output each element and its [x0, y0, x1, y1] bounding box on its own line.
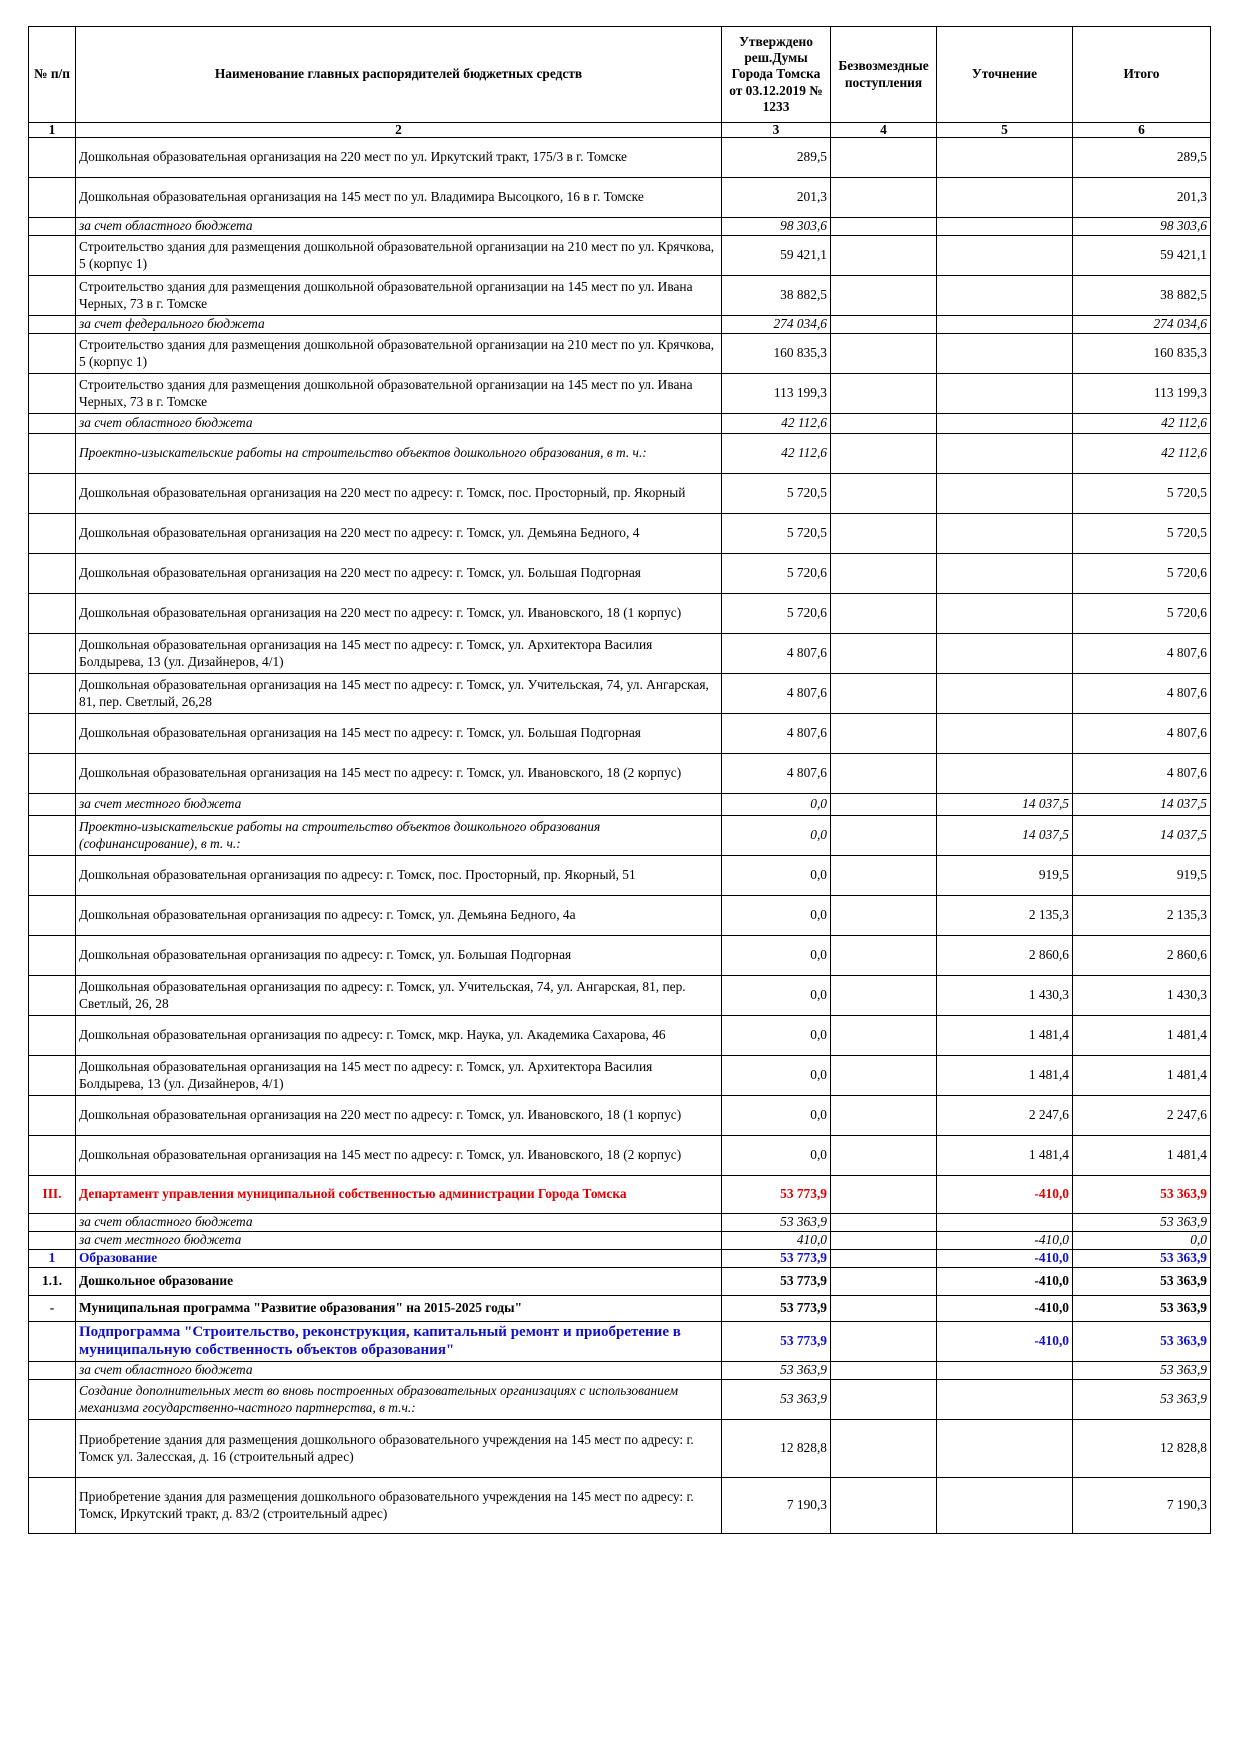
approved-value: 59 421,1: [722, 236, 831, 276]
gratuitous-value: [831, 474, 937, 514]
gratuitous-value: [831, 374, 937, 414]
table-row: [29, 594, 1211, 634]
table-row: [29, 1016, 1211, 1056]
total-value: 4 807,6: [1073, 634, 1211, 674]
clarification-value: [937, 334, 1073, 374]
row-name: Дошкольная образовательная организация на 220 мест по ул. Иркутский тракт, 175/3 в г. Томске: [76, 138, 722, 178]
approved-value: 0,0: [722, 1096, 831, 1136]
gratuitous-value: [831, 896, 937, 936]
header-col-name: Наименование главных распорядителей бюджетных средств: [76, 27, 722, 123]
table-row: [29, 794, 1211, 816]
clarification-value: [937, 434, 1073, 474]
gratuitous-value: [831, 714, 937, 754]
approved-value: 53 773,9: [722, 1268, 831, 1296]
row-name: Дошкольная образовательная организация на 145 мест по адресу: г. Томск, ул. Ивановского, 18 (2 корпус): [76, 1136, 722, 1176]
clarification-value: 2 860,6: [937, 936, 1073, 976]
approved-value: 0,0: [722, 816, 831, 856]
row-name: Приобретение здания для размещения дошкольного образовательного учреждения на 145 мест по адресу: г. Томск ул. Залесская, д. 16 (строительный адрес): [76, 1420, 722, 1478]
total-value: 1 481,4: [1073, 1016, 1211, 1056]
table-row: [29, 896, 1211, 936]
row-number: [29, 1322, 76, 1362]
clarification-value: [937, 1380, 1073, 1420]
row-name: Дошкольная образовательная организация на 145 мест по адресу: г. Томск, ул. Архитектора Василия Болдырева, 13 (ул. Дизайнеров, 4/1): [76, 634, 722, 674]
gratuitous-value: [831, 1296, 937, 1322]
row-number: [29, 434, 76, 474]
approved-value: 0,0: [722, 1016, 831, 1056]
total-value: 53 363,9: [1073, 1268, 1211, 1296]
table-row: [29, 754, 1211, 794]
clarification-value: -410,0: [937, 1232, 1073, 1250]
total-value: 2 860,6: [1073, 936, 1211, 976]
header-col-number: № п/п: [29, 27, 76, 123]
row-name: Строительство здания для размещения дошкольной образовательной организации на 145 мест по ул. Ивана Черных, 73 в г. Томске: [76, 374, 722, 414]
approved-value: 98 303,6: [722, 218, 831, 236]
table-body: [29, 138, 1211, 1534]
total-value: 4 807,6: [1073, 714, 1211, 754]
gratuitous-value: [831, 334, 937, 374]
row-name: за счет федерального бюджета: [76, 316, 722, 334]
approved-value: 53 363,9: [722, 1362, 831, 1380]
row-number: [29, 1362, 76, 1380]
row-number: [29, 514, 76, 554]
column-number: 4: [831, 123, 937, 138]
row-name: Образование: [76, 1250, 722, 1268]
table-row: [29, 514, 1211, 554]
gratuitous-value: [831, 1136, 937, 1176]
clarification-value: [937, 414, 1073, 434]
row-number: [29, 138, 76, 178]
total-value: 5 720,5: [1073, 474, 1211, 514]
total-value: 59 421,1: [1073, 236, 1211, 276]
clarification-value: -410,0: [937, 1322, 1073, 1362]
gratuitous-value: [831, 594, 937, 634]
gratuitous-value: [831, 674, 937, 714]
row-number: [29, 1232, 76, 1250]
total-value: 14 037,5: [1073, 816, 1211, 856]
row-name: за счет областного бюджета: [76, 1362, 722, 1380]
row-name: Проектно-изыскательские работы на строительство объектов дошкольного образования, в т. ч.:: [76, 434, 722, 474]
approved-value: 4 807,6: [722, 674, 831, 714]
gratuitous-value: [831, 434, 937, 474]
gratuitous-value: [831, 218, 937, 236]
row-number: [29, 1380, 76, 1420]
row-number: -: [29, 1296, 76, 1322]
gratuitous-value: [831, 1096, 937, 1136]
table-row: [29, 634, 1211, 674]
gratuitous-value: [831, 1380, 937, 1420]
clarification-value: 1 481,4: [937, 1056, 1073, 1096]
row-number: [29, 594, 76, 634]
gratuitous-value: [831, 1176, 937, 1214]
clarification-value: [937, 514, 1073, 554]
total-value: 42 112,6: [1073, 414, 1211, 434]
row-number: [29, 374, 76, 414]
row-number: [29, 1016, 76, 1056]
clarification-value: 1 481,4: [937, 1016, 1073, 1056]
gratuitous-value: [831, 1478, 937, 1534]
clarification-value: [937, 178, 1073, 218]
clarification-value: [937, 674, 1073, 714]
clarification-value: -410,0: [937, 1250, 1073, 1268]
table-row: [29, 334, 1211, 374]
row-number: [29, 1214, 76, 1232]
approved-value: 410,0: [722, 1232, 831, 1250]
approved-value: 289,5: [722, 138, 831, 178]
total-value: 919,5: [1073, 856, 1211, 896]
row-name: Дошкольная образовательная организация на 145 мест по адресу: г. Томск, ул. Учительская, 74, ул. Ангарская, 81, пер. Светлый, 26,28: [76, 674, 722, 714]
column-number: 3: [722, 123, 831, 138]
gratuitous-value: [831, 1322, 937, 1362]
approved-value: 38 882,5: [722, 276, 831, 316]
row-name: за счет местного бюджета: [76, 1232, 722, 1250]
approved-value: 42 112,6: [722, 414, 831, 434]
table-row: [29, 138, 1211, 178]
clarification-value: 1 430,3: [937, 976, 1073, 1016]
row-name: Дошкольное образование: [76, 1268, 722, 1296]
clarification-value: 14 037,5: [937, 816, 1073, 856]
approved-value: 7 190,3: [722, 1478, 831, 1534]
budget-table: [28, 26, 1211, 1534]
gratuitous-value: [831, 138, 937, 178]
column-numbers-row: [29, 123, 1211, 138]
approved-value: 53 773,9: [722, 1322, 831, 1362]
row-number: [29, 276, 76, 316]
gratuitous-value: [831, 816, 937, 856]
approved-value: 53 773,9: [722, 1250, 831, 1268]
table-row: [29, 434, 1211, 474]
row-number: [29, 1136, 76, 1176]
row-name: Дошкольная образовательная организация на 220 мест по адресу: г. Томск, ул. Демьяна Бедного, 4: [76, 514, 722, 554]
row-name: за счет областного бюджета: [76, 218, 722, 236]
table-row: [29, 816, 1211, 856]
header-col-approved: Утверждено реш.Думы Города Томска от 03.12.2019 № 1233: [722, 27, 831, 123]
row-number: 1: [29, 1250, 76, 1268]
row-name: Дошкольная образовательная организация по адресу: г. Томск, мкр. Наука, ул. Академика Сахарова, 46: [76, 1016, 722, 1056]
table-row: [29, 1232, 1211, 1250]
gratuitous-value: [831, 754, 937, 794]
table-row: [29, 1176, 1211, 1214]
table-row: [29, 1214, 1211, 1232]
row-name: Приобретение здания для размещения дошкольного образовательного учреждения на 145 мест по адресу: г. Томск, Иркутский тракт, д. 83/2 (строительный адрес): [76, 1478, 722, 1534]
clarification-value: [937, 138, 1073, 178]
gratuitous-value: [831, 936, 937, 976]
clarification-value: 2 247,6: [937, 1096, 1073, 1136]
approved-value: 0,0: [722, 794, 831, 816]
clarification-value: [937, 1420, 1073, 1478]
row-number: [29, 794, 76, 816]
approved-value: 113 199,3: [722, 374, 831, 414]
clarification-value: [937, 554, 1073, 594]
row-name: за счет областного бюджета: [76, 1214, 722, 1232]
row-number: [29, 1056, 76, 1096]
table-row: [29, 1322, 1211, 1362]
clarification-value: 14 037,5: [937, 794, 1073, 816]
clarification-value: 919,5: [937, 856, 1073, 896]
total-value: 0,0: [1073, 1232, 1211, 1250]
row-number: [29, 178, 76, 218]
total-value: 2 247,6: [1073, 1096, 1211, 1136]
table-row: [29, 1420, 1211, 1478]
column-number: 2: [76, 123, 722, 138]
total-value: 1 430,3: [1073, 976, 1211, 1016]
total-value: 5 720,6: [1073, 554, 1211, 594]
row-name: за счет местного бюджета: [76, 794, 722, 816]
approved-value: 0,0: [722, 936, 831, 976]
row-number: [29, 414, 76, 434]
total-value: 201,3: [1073, 178, 1211, 218]
header-row: [29, 27, 1211, 123]
clarification-value: 1 481,4: [937, 1136, 1073, 1176]
total-value: 289,5: [1073, 138, 1211, 178]
table-row: [29, 1296, 1211, 1322]
row-name: Дошкольная образовательная организация на 145 мест по адресу: г. Томск, ул. Большая Подгорная: [76, 714, 722, 754]
row-name: Дошкольная образовательная организация на 220 мест по адресу: г. Томск, пос. Просторный, пр. Якорный: [76, 474, 722, 514]
gratuitous-value: [831, 1420, 937, 1478]
row-name: Дошкольная образовательная организация на 145 мест по адресу: г. Томск, ул. Архитектора Василия Болдырева, 13 (ул. Дизайнеров, 4/1): [76, 1056, 722, 1096]
row-number: [29, 674, 76, 714]
row-name: Дошкольная образовательная организация на 145 мест по адресу: г. Томск, ул. Ивановского, 18 (2 корпус): [76, 754, 722, 794]
total-value: 38 882,5: [1073, 276, 1211, 316]
row-name: Создание дополнительных мест во вновь построенных образовательных организациях с использованием механизма государственно-частного партнерства, в т.ч.:: [76, 1380, 722, 1420]
header-col-gratuitous: Безвозмездные поступления: [831, 27, 937, 123]
row-number: [29, 754, 76, 794]
clarification-value: [937, 754, 1073, 794]
row-number: III.: [29, 1176, 76, 1214]
clarification-value: 2 135,3: [937, 896, 1073, 936]
row-number: [29, 816, 76, 856]
gratuitous-value: [831, 794, 937, 816]
gratuitous-value: [831, 856, 937, 896]
row-name: Строительство здания для размещения дошкольной образовательной организации на 210 мест по ул. Крячкова, 5 (корпус 1): [76, 236, 722, 276]
row-name: Департамент управления муниципальной собственностью администрации Города Томска: [76, 1176, 722, 1214]
gratuitous-value: [831, 1056, 937, 1096]
clarification-value: [937, 594, 1073, 634]
approved-value: 4 807,6: [722, 754, 831, 794]
table-row: [29, 1362, 1211, 1380]
gratuitous-value: [831, 1268, 937, 1296]
approved-value: 5 720,6: [722, 594, 831, 634]
approved-value: 12 828,8: [722, 1420, 831, 1478]
clarification-value: -410,0: [937, 1176, 1073, 1214]
gratuitous-value: [831, 1362, 937, 1380]
table-row: [29, 714, 1211, 754]
column-number: 5: [937, 123, 1073, 138]
approved-value: 5 720,6: [722, 554, 831, 594]
row-name: Дошкольная образовательная организация по адресу: г. Томск, ул. Большая Подгорная: [76, 936, 722, 976]
header-col-clarification: Уточнение: [937, 27, 1073, 123]
approved-value: 201,3: [722, 178, 831, 218]
total-value: 14 037,5: [1073, 794, 1211, 816]
approved-value: 53 773,9: [722, 1296, 831, 1322]
row-number: [29, 1420, 76, 1478]
gratuitous-value: [831, 236, 937, 276]
gratuitous-value: [831, 554, 937, 594]
table-row: [29, 976, 1211, 1016]
row-number: [29, 334, 76, 374]
table-row: [29, 218, 1211, 236]
total-value: 1 481,4: [1073, 1056, 1211, 1096]
table-row: [29, 1056, 1211, 1096]
clarification-value: [937, 276, 1073, 316]
clarification-value: [937, 316, 1073, 334]
gratuitous-value: [831, 316, 937, 334]
total-value: 274 034,6: [1073, 316, 1211, 334]
clarification-value: [937, 218, 1073, 236]
clarification-value: [937, 236, 1073, 276]
row-name: Подпрограмма "Строительство, реконструкция, капитальный ремонт и приобретение в муниципальную собственность объектов образования": [76, 1322, 722, 1362]
total-value: 53 363,9: [1073, 1362, 1211, 1380]
row-name: Проектно-изыскательские работы на строительство объектов дошкольного образования (софинансирование), в т. ч.:: [76, 816, 722, 856]
total-value: 53 363,9: [1073, 1322, 1211, 1362]
table-row: [29, 236, 1211, 276]
row-name: Муниципальная программа "Развитие образования" на 2015-2025 годы": [76, 1296, 722, 1322]
table-row: [29, 414, 1211, 434]
total-value: 4 807,6: [1073, 754, 1211, 794]
row-number: [29, 554, 76, 594]
clarification-value: -410,0: [937, 1268, 1073, 1296]
table-row: [29, 1268, 1211, 1296]
gratuitous-value: [831, 976, 937, 1016]
total-value: 12 828,8: [1073, 1420, 1211, 1478]
row-name: Строительство здания для размещения дошкольной образовательной организации на 210 мест по ул. Крячкова, 5 (корпус 1): [76, 334, 722, 374]
row-name: Дошкольная образовательная организация по адресу: г. Томск, ул. Учительская, 74, ул. Ангарская, 81, пер. Светлый, 26, 28: [76, 976, 722, 1016]
approved-value: 5 720,5: [722, 514, 831, 554]
row-number: [29, 1096, 76, 1136]
gratuitous-value: [831, 414, 937, 434]
row-name: Дошкольная образовательная организация по адресу: г. Томск, ул. Демьяна Бедного, 4а: [76, 896, 722, 936]
approved-value: 53 773,9: [722, 1176, 831, 1214]
clarification-value: [937, 714, 1073, 754]
approved-value: 53 363,9: [722, 1214, 831, 1232]
row-number: [29, 218, 76, 236]
table-row: [29, 1250, 1211, 1268]
table-row: [29, 1380, 1211, 1420]
total-value: 98 303,6: [1073, 218, 1211, 236]
approved-value: 0,0: [722, 896, 831, 936]
approved-value: 0,0: [722, 1136, 831, 1176]
approved-value: 0,0: [722, 1056, 831, 1096]
row-number: [29, 896, 76, 936]
approved-value: 4 807,6: [722, 634, 831, 674]
row-number: [29, 1478, 76, 1534]
table-row: [29, 674, 1211, 714]
table-row: [29, 474, 1211, 514]
gratuitous-value: [831, 178, 937, 218]
row-number: [29, 236, 76, 276]
total-value: 1 481,4: [1073, 1136, 1211, 1176]
table-row: [29, 856, 1211, 896]
gratuitous-value: [831, 276, 937, 316]
row-number: [29, 976, 76, 1016]
total-value: 160 835,3: [1073, 334, 1211, 374]
table-row: [29, 316, 1211, 334]
total-value: 5 720,6: [1073, 594, 1211, 634]
table-row: [29, 178, 1211, 218]
table-row: [29, 554, 1211, 594]
gratuitous-value: [831, 1016, 937, 1056]
table-row: [29, 936, 1211, 976]
row-name: Дошкольная образовательная организация на 220 мест по адресу: г. Томск, ул. Ивановского, 18 (1 корпус): [76, 594, 722, 634]
row-name: Дошкольная образовательная организация по адресу: г. Томск, пос. Просторный, пр. Якорный, 51: [76, 856, 722, 896]
total-value: 53 363,9: [1073, 1380, 1211, 1420]
clarification-value: [937, 374, 1073, 414]
approved-value: 53 363,9: [722, 1380, 831, 1420]
header-col-total: Итого: [1073, 27, 1211, 123]
table-row: [29, 1136, 1211, 1176]
total-value: 2 135,3: [1073, 896, 1211, 936]
row-number: 1.1.: [29, 1268, 76, 1296]
row-name: Дошкольная образовательная организация на 145 мест по ул. Владимира Высоцкого, 16 в г. Томске: [76, 178, 722, 218]
table-row: [29, 1478, 1211, 1534]
row-name: Дошкольная образовательная организация на 220 мест по адресу: г. Томск, ул. Ивановского, 18 (1 корпус): [76, 1096, 722, 1136]
clarification-value: [937, 474, 1073, 514]
approved-value: 4 807,6: [722, 714, 831, 754]
total-value: 7 190,3: [1073, 1478, 1211, 1534]
gratuitous-value: [831, 634, 937, 674]
table-row: [29, 374, 1211, 414]
row-number: [29, 856, 76, 896]
total-value: 53 363,9: [1073, 1176, 1211, 1214]
row-number: [29, 936, 76, 976]
approved-value: 5 720,5: [722, 474, 831, 514]
row-number: [29, 316, 76, 334]
total-value: 53 363,9: [1073, 1214, 1211, 1232]
total-value: 42 112,6: [1073, 434, 1211, 474]
approved-value: 42 112,6: [722, 434, 831, 474]
total-value: 113 199,3: [1073, 374, 1211, 414]
clarification-value: [937, 634, 1073, 674]
row-name: Дошкольная образовательная организация на 220 мест по адресу: г. Томск, ул. Большая Подгорная: [76, 554, 722, 594]
approved-value: 274 034,6: [722, 316, 831, 334]
gratuitous-value: [831, 1214, 937, 1232]
row-number: [29, 474, 76, 514]
total-value: 5 720,5: [1073, 514, 1211, 554]
row-number: [29, 634, 76, 674]
gratuitous-value: [831, 514, 937, 554]
clarification-value: -410,0: [937, 1296, 1073, 1322]
total-value: 4 807,6: [1073, 674, 1211, 714]
total-value: 53 363,9: [1073, 1250, 1211, 1268]
column-number: 1: [29, 123, 76, 138]
approved-value: 0,0: [722, 976, 831, 1016]
clarification-value: [937, 1214, 1073, 1232]
column-number: 6: [1073, 123, 1211, 138]
row-number: [29, 714, 76, 754]
approved-value: 160 835,3: [722, 334, 831, 374]
table-row: [29, 1096, 1211, 1136]
gratuitous-value: [831, 1250, 937, 1268]
total-value: 53 363,9: [1073, 1296, 1211, 1322]
clarification-value: [937, 1362, 1073, 1380]
row-name: за счет областного бюджета: [76, 414, 722, 434]
gratuitous-value: [831, 1232, 937, 1250]
table-row: [29, 276, 1211, 316]
row-name: Строительство здания для размещения дошкольной образовательной организации на 145 мест по ул. Ивана Черных, 73 в г. Томске: [76, 276, 722, 316]
clarification-value: [937, 1478, 1073, 1534]
approved-value: 0,0: [722, 856, 831, 896]
